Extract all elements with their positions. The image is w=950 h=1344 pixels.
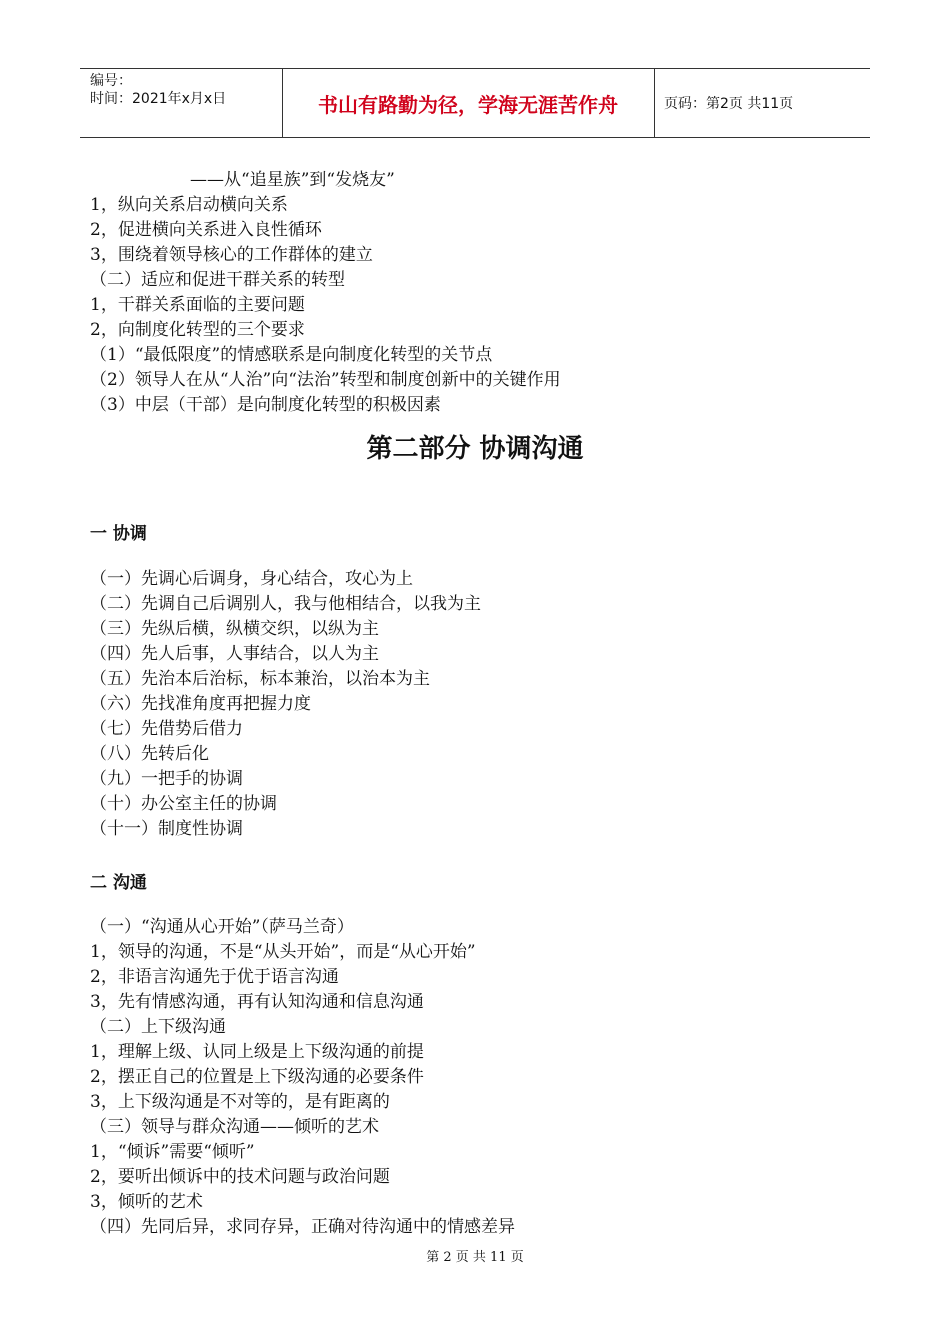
list-item: 3，倾听的艺术 [90, 1192, 203, 1212]
text-line: 1，干群关系面临的主要问题 [90, 295, 305, 315]
list-item: （七）先借势后借力 [90, 719, 243, 739]
text-line: （2）领导人在从“人治”向“法治”转型和制度创新中的关键作用 [90, 370, 561, 390]
section-title-coordination: 一 协调 [90, 524, 147, 544]
list-item: （二）上下级沟通 [90, 1017, 226, 1037]
header-motto: 书山有路勤为径，学海无涯苦作舟 [282, 69, 655, 137]
list-item: （六）先找准角度再把握力度 [90, 694, 311, 714]
part-title: 第二部分 协调沟通 [366, 434, 584, 464]
text-line: （1）“最低限度”的情感联系是向制度化转型的关节点 [90, 345, 493, 365]
list-item: 2，要听出倾诉中的技术问题与政治问题 [90, 1167, 390, 1187]
text-line: （3）中层（干部）是向制度化转型的积极因素 [90, 395, 441, 415]
list-item: （九）一把手的协调 [90, 769, 243, 789]
list-item: 2，非语言沟通先于优于语言沟通 [90, 967, 339, 987]
text-line: 1，纵向关系启动横向关系 [90, 195, 288, 215]
list-item: （一）先调心后调身，身心结合，攻心为上 [90, 569, 413, 589]
serial-label: 编号： [90, 73, 132, 89]
list-item: （十）办公室主任的协调 [90, 794, 277, 814]
list-item: （三）领导与群众沟通——倾听的艺术 [90, 1117, 379, 1137]
date-label: 时间：2021年x月x日 [90, 91, 227, 107]
text-line: 2，促进横向关系进入良性循环 [90, 220, 322, 240]
page-footer: 第 2 页 共 11 页 [426, 1250, 524, 1265]
list-item: （一）“沟通从心开始”（萨马兰奇） [90, 917, 354, 937]
text-line: （二）适应和促进干群关系的转型 [90, 270, 345, 290]
text-line: 3，围绕着领导核心的工作群体的建立 [90, 245, 373, 265]
list-item: （二）先调自己后调别人，我与他相结合，以我为主 [90, 594, 481, 614]
section-title-communication: 二 沟通 [90, 873, 147, 893]
list-item: （十一）制度性协调 [90, 819, 243, 839]
list-item: 1，领导的沟通，不是“从头开始”，而是“从心开始” [90, 942, 476, 962]
header-page-info: 页码：第2页 共11页 [664, 96, 794, 112]
list-item: （八）先转后化 [90, 744, 209, 764]
list-item: （五）先治本后治标，标本兼治，以治本为主 [90, 669, 430, 689]
text-line: ——从“追星族”到“发烧友” [190, 170, 395, 190]
list-item: 3，先有情感沟通，再有认知沟通和信息沟通 [90, 992, 424, 1012]
list-item: 3，上下级沟通是不对等的，是有距离的 [90, 1092, 390, 1112]
list-item: 1，“倾诉”需要“倾听” [90, 1142, 255, 1162]
list-item: 2，摆正自己的位置是上下级沟通的必要条件 [90, 1067, 424, 1087]
list-item: 1，理解上级、认同上级是上下级沟通的前提 [90, 1042, 424, 1062]
header-meta [80, 69, 283, 137]
list-item: （三）先纵后横，纵横交织，以纵为主 [90, 619, 379, 639]
page-header [80, 68, 870, 138]
list-item: （四）先人后事，人事结合，以人为主 [90, 644, 379, 664]
list-item: （四）先同后异，求同存异，正确对待沟通中的情感差异 [90, 1217, 515, 1237]
text-line: 2，向制度化转型的三个要求 [90, 320, 305, 340]
